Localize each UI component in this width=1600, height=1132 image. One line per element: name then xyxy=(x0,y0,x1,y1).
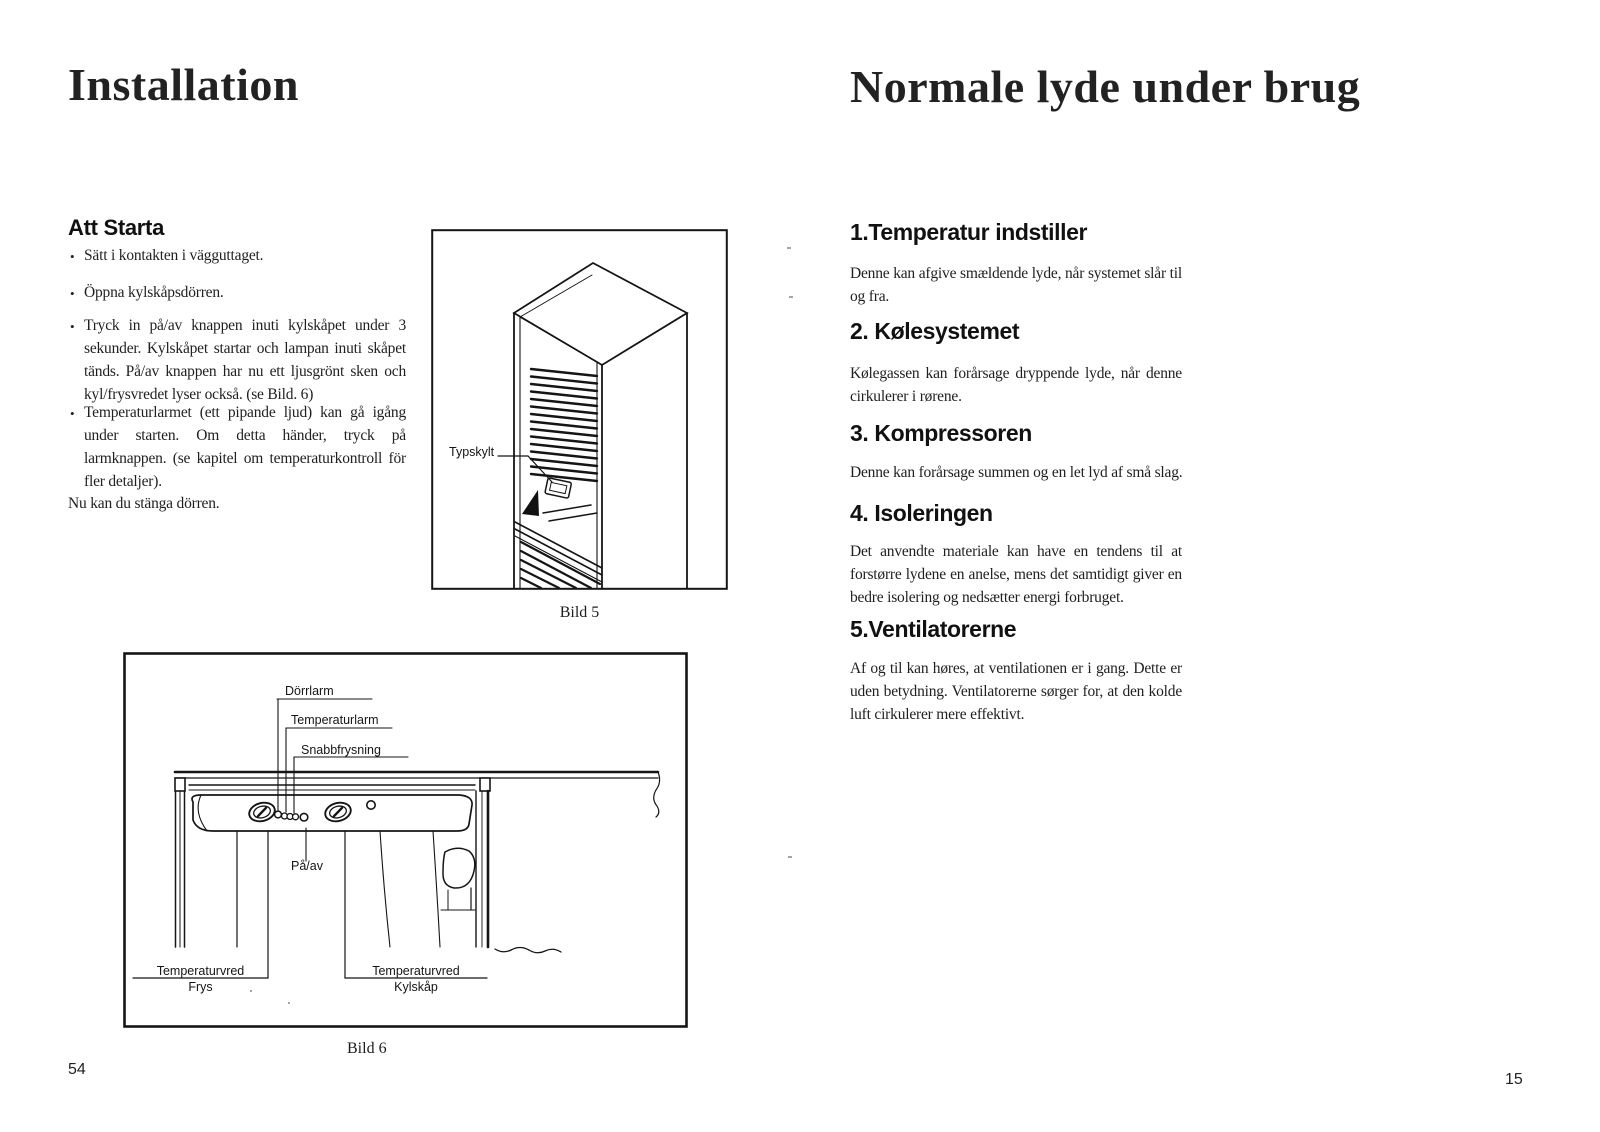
fridge-isometric-drawing xyxy=(431,229,728,590)
section-heading-1: 1.Temperatur indstiller xyxy=(850,219,1088,245)
typskylt-label: Typskylt xyxy=(449,445,495,459)
torn-edge-bottom xyxy=(495,948,561,953)
section-body-3: Denne kan forårsage summen og en let lyd af små slag. xyxy=(850,464,1183,481)
door-pocket xyxy=(441,848,475,910)
left-page-number: 54 xyxy=(68,1061,86,1078)
figure-bild6 xyxy=(123,652,688,1028)
figure6-caption: Bild 6 xyxy=(347,1040,387,1057)
scan-speck xyxy=(250,990,252,992)
dorrlarm-label: Dörrlarm xyxy=(285,684,334,698)
section-body-2: Kølegassen kan forårsage dryppende lyde, når denne cirkulerer i rørene. xyxy=(850,365,1182,405)
scan-speck xyxy=(787,247,791,249)
torn-edge-top xyxy=(654,772,660,817)
temperaturvred-frys-label: Temperaturvred xyxy=(156,964,245,978)
bullet-item xyxy=(68,244,406,267)
scan-speck xyxy=(789,296,793,298)
scan-speck xyxy=(288,1002,290,1004)
bullet-item xyxy=(68,281,406,304)
right-page-title: Normale lyde under brug xyxy=(850,61,1361,112)
right-page-number: 15 xyxy=(1505,1071,1523,1088)
figure-bild5 xyxy=(431,229,728,590)
evaporator-ribs xyxy=(531,369,597,481)
bullet-item xyxy=(68,401,406,493)
bullet-item xyxy=(68,314,406,406)
closing-line: Nu kan du stänga dörren. xyxy=(68,495,220,512)
temperaturvred-kylskap-label: Temperaturvred xyxy=(372,964,460,978)
section-heading-4: 4. Isoleringen xyxy=(850,500,993,526)
shadow-triangle xyxy=(522,490,539,516)
section-heading-2: 2. Kølesystemet xyxy=(850,318,1020,344)
figure5-caption: Bild 5 xyxy=(559,604,600,621)
bullet-dot: • xyxy=(70,319,75,334)
snabbfrysning-label: Snabbfrysning xyxy=(301,743,381,757)
bullet-text: Öppna kylskåpsdörren. xyxy=(84,284,224,301)
section-body-1: Denne kan afgive smældende lyde, når systemet slår til og fra. xyxy=(850,265,1182,305)
scan-speck xyxy=(788,856,792,858)
section-heading-3: 3. Kompressoren xyxy=(850,420,1032,446)
on-off-button xyxy=(300,813,308,821)
type-plate xyxy=(545,478,572,499)
pa-av-label: På/av xyxy=(291,859,323,873)
bullet-text: Tryck in på/av knappen inuti kylskåpet under 3 sekunder. Kylskåpet startar och lampan inuti skåpet tänds. På/av knappen har nu ett ljusgrönt sken och kyl/frysvredet lyser också. (se Bild. 6) xyxy=(84,317,406,403)
section-body-5: Af og til kan høres, at ventilationen er i gang. Dette er uden betydning. Ventilatorerne sørger for, at den kolde luft cirkulerer mere effektivt. xyxy=(850,660,1182,723)
bullet-dot: • xyxy=(70,406,75,421)
section-body-4: Det anvendte materiale kan have en tendens til at forstørre lydene en anelse, mens det samtidigt giver en bedre isolering og nedsætter energi forbruget. xyxy=(850,543,1182,606)
bullet-text: Sätt i kontakten i vägguttaget. xyxy=(84,247,264,264)
bullet-dot: • xyxy=(70,249,75,264)
frys-label: Frys xyxy=(188,980,213,994)
bullet-dot: • xyxy=(70,286,75,301)
bullet-text: Temperaturlarmet (ett pipande ljud) kan gå igång under starten. Om detta händer, tryck på larmknappen. (se kapitel om temperaturkontroll för fler detaljer). xyxy=(84,404,406,490)
att-starta-heading: Att Starta xyxy=(68,215,165,240)
temperaturlarm-label: Temperaturlarm xyxy=(291,713,379,727)
left-page-title: Installation xyxy=(68,59,299,110)
section-heading-5: 5.Ventilatorerne xyxy=(850,616,1017,642)
kylskap-label: Kylskåp xyxy=(394,980,438,994)
freezer-hatch xyxy=(521,542,600,588)
